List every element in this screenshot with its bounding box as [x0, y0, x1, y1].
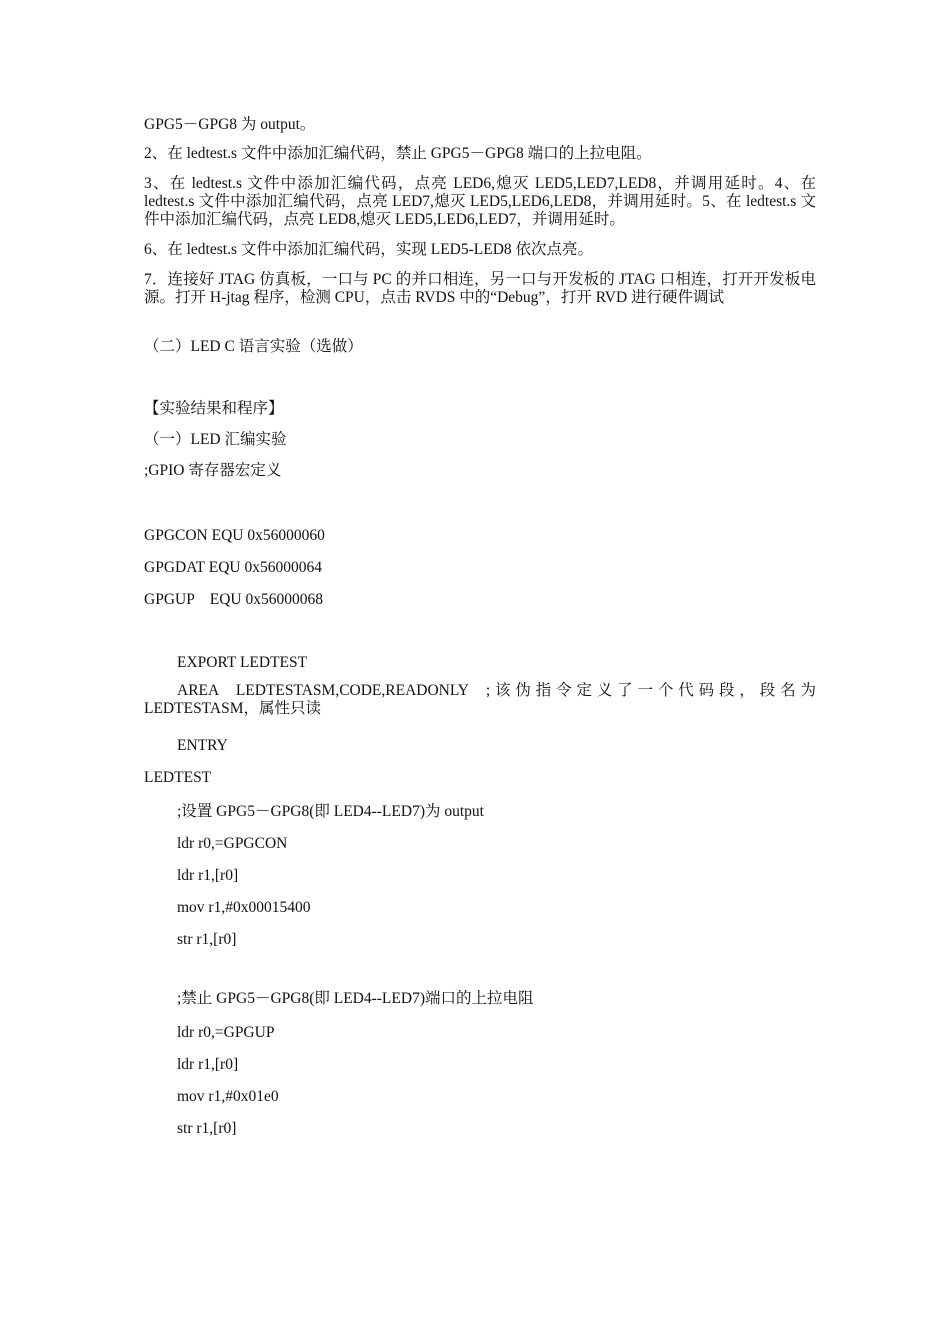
code-line: AREA LEDTESTASM,CODE,READONLY ;该伪指令定义了一个代码段，段名为 LEDTESTASM，属性只读 [144, 682, 820, 717]
code-line: mov r1,#0x01e0 [177, 1088, 279, 1105]
code-comment: ;禁止 GPG5－GPG8(即 LED4--LED7)端口的上拉电阻 [177, 990, 534, 1007]
step-3-4-5: 3、在 ledtest.s 文件中添加汇编代码，点亮 LED6,熄灭 LED5,LED7,LED8，并调用延时。4、在 ledtest.s 文件中添加汇编代码，点亮 LED7,熄灭 LED5,LED6,LED8，并调用延时。5、在 ledtest.s 文件中添加汇编代码，点亮 LED8,熄灭 LED5,LED6,LED7，并调用延时。 [144, 175, 816, 228]
section-heading-asm-experiment: （一）LED 汇编实验 [144, 431, 287, 448]
code-line: GPGCON EQU 0x56000060 [144, 527, 325, 544]
step-6: 6、在 ledtest.s 文件中添加汇编代码，实现 LED5-LED8 依次点亮。 [144, 241, 594, 258]
step-7: 7．连接好 JTAG 仿真板，一口与 PC 的并口相连，另一口与开发板的 JTAG 口相连，打开开发板电源。打开 H-jtag 程序，检测 CPU，点击 RVDS 中的“Debug”，打开 RVD 进行硬件调试 [144, 271, 816, 306]
section-heading-results: 【实验结果和程序】 [144, 400, 284, 417]
code-line: GPGUP EQU 0x56000068 [144, 591, 323, 608]
code-line: EXPORT LEDTEST [177, 654, 308, 671]
code-line: str r1,[r0] [177, 1120, 237, 1137]
code-line: str r1,[r0] [177, 931, 237, 948]
code-line: ldr r0,=GPGUP [177, 1024, 275, 1041]
code-line: GPGDAT EQU 0x56000064 [144, 559, 322, 576]
code-line: ldr r1,[r0] [177, 867, 239, 884]
code-comment: ;GPIO 寄存器宏定义 [144, 462, 282, 479]
code-label: LEDTEST [144, 769, 212, 786]
code-line: ldr r1,[r0] [177, 1056, 239, 1073]
text-line: GPG5－GPG8 为 output。 [144, 116, 316, 133]
code-line: ldr r0,=GPGCON [177, 835, 288, 852]
code-line: ENTRY [177, 737, 228, 754]
code-line: mov r1,#0x00015400 [177, 899, 311, 916]
step-2: 2、在 ledtest.s 文件中添加汇编代码，禁止 GPG5－GPG8 端口的上拉电阻。 [144, 145, 652, 162]
code-comment: ;设置 GPG5－GPG8(即 LED4--LED7)为 output [177, 803, 484, 820]
section-heading-c-experiment: （二）LED C 语言实验（选做） [144, 338, 363, 355]
